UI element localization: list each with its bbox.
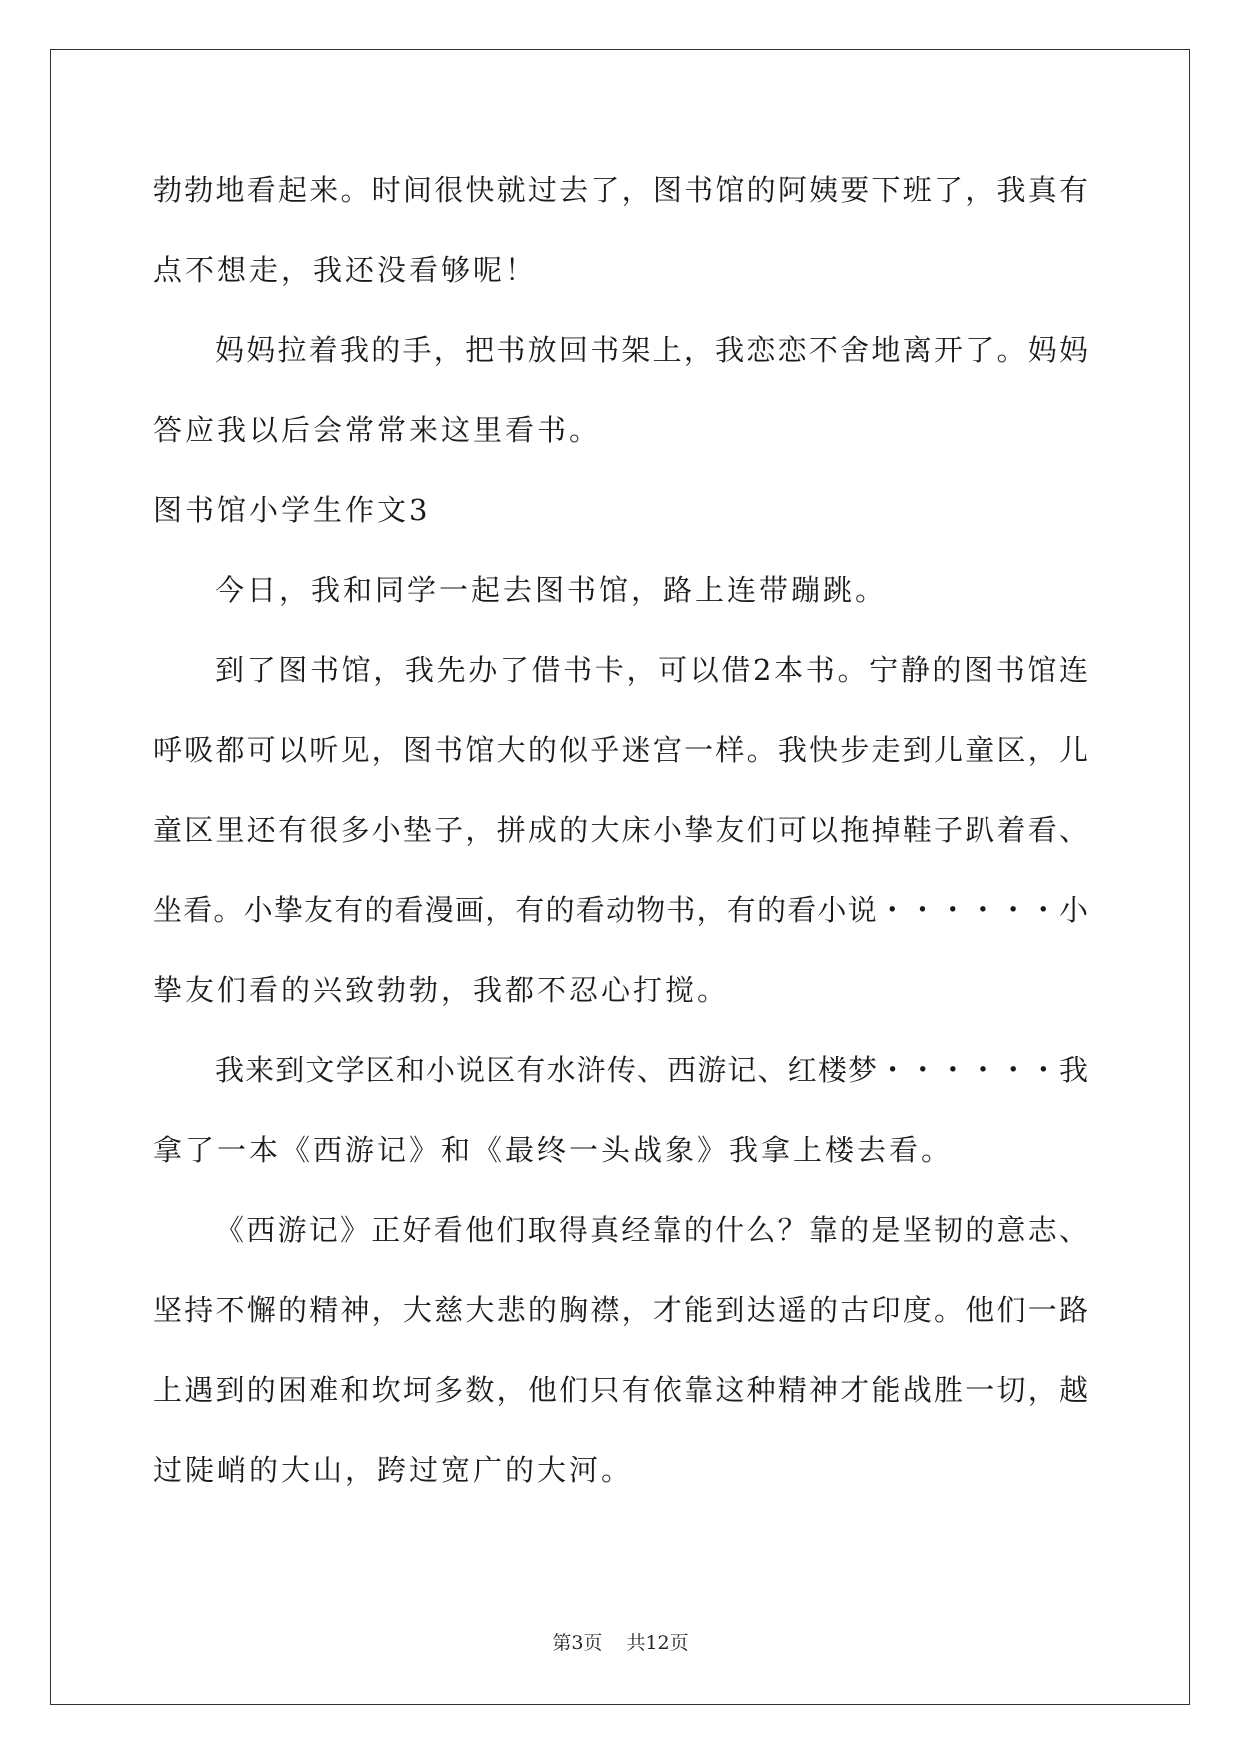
body-line: 过陡峭的大山，跨过宽广的大河。 bbox=[153, 1453, 634, 1487]
body-line: 上遇到的困难和坎坷多数，他们只有依靠这种精神才能战胜一切，越 bbox=[153, 1373, 1088, 1407]
body-line: 呼吸都可以听见，图书馆大的似乎迷宫一样。我快步走到儿童区，儿 bbox=[153, 733, 1088, 767]
body-line: 挚友们看的兴致勃勃，我都不忍心打搅。 bbox=[153, 973, 730, 1007]
body-line: 勃勃地看起来。时间很快就过去了，图书馆的阿姨要下班了，我真有 bbox=[153, 173, 1088, 207]
current-page-number: 第3页 bbox=[552, 1632, 603, 1654]
essay-heading: 图书馆小学生作文3 bbox=[153, 493, 431, 527]
body-line: 点不想走，我还没看够呢！ bbox=[153, 253, 538, 287]
document-body bbox=[153, 160, 1088, 1520]
paragraph-start: 妈妈拉着我的手，把书放回书架上，我恋恋不舍地离开了。妈妈 bbox=[215, 333, 1088, 367]
body-line: 拿了一本《西游记》和《最终一头战象》我拿上楼去看。 bbox=[153, 1133, 954, 1167]
body-line: 坚持不懈的精神，大慈大悲的胸襟，才能到达遥的古印度。他们一路 bbox=[153, 1293, 1088, 1327]
paragraph-start: 到了图书馆，我先办了借书卡，可以借2本书。宁静的图书馆连 bbox=[215, 653, 1088, 687]
paragraph-start: 今日，我和同学一起去图书馆，路上连带蹦跳。 bbox=[215, 573, 888, 607]
body-line: 童区里还有很多小垫子，拼成的大床小挚友们可以拖掉鞋子趴着看、 bbox=[153, 813, 1088, 847]
paragraph-start: 《西游记》正好看他们取得真经靠的什么？靠的是坚韧的意志、 bbox=[215, 1213, 1088, 1247]
paragraph-start: 我来到文学区和小说区有水浒传、西游记、红楼梦・・・・・・我 bbox=[215, 1053, 1088, 1087]
body-line: 坐看。小挚友有的看漫画，有的看动物书，有的看小说・・・・・・小 bbox=[153, 893, 1088, 927]
total-pages: 共12页 bbox=[626, 1632, 689, 1654]
body-line: 答应我以后会常常来这里看书。 bbox=[153, 413, 602, 447]
page-footer bbox=[0, 1628, 1241, 1655]
